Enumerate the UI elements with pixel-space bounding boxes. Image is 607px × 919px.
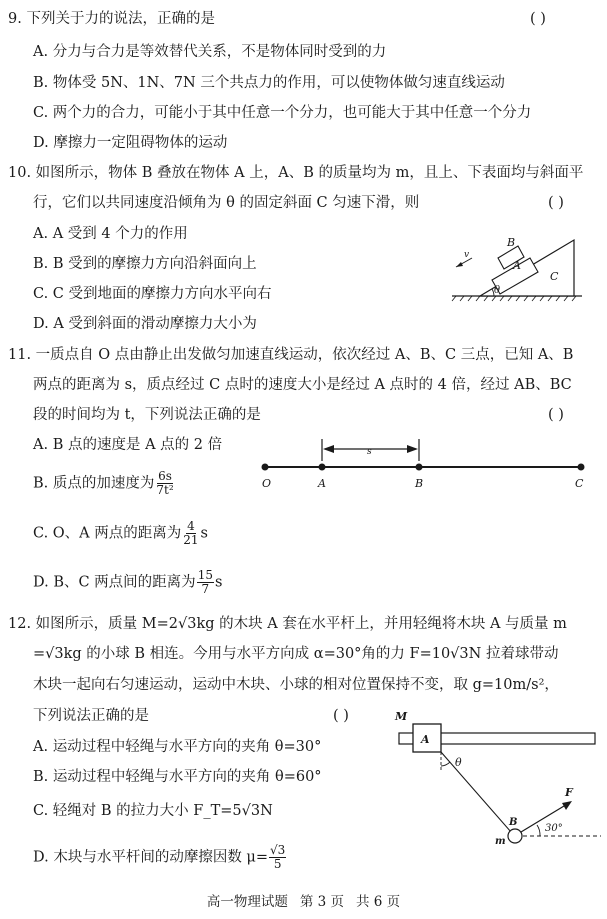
fraction-denominator: 7 [201,582,210,596]
q9-option-a: A. 分力与合力是等效替代关系，不是物体同时受到的力 [33,44,387,60]
q11-option-b-fraction [155,470,174,497]
q11-option-c-fraction [182,520,199,547]
q11-label-b: B [415,477,424,490]
q12-answer-paren: ( ) [333,708,349,724]
fraction-numerator: 4 [187,519,195,533]
q12-label-theta: θ [455,756,462,769]
q11-option-d-text: D. B、C 两点间的距离为 [33,574,196,591]
page-footer [0,893,607,911]
q11-label-o: O [262,477,272,490]
q12-rod-figure [395,708,605,852]
q12-option-d-fraction [269,844,286,871]
q11-label-c: C [575,477,584,490]
fraction-denominator: 5 [273,857,282,871]
q10-stem-line1: 10. 如图所示，物体 B 叠放在物体 A 上，A、B 的质量均为 m，且上、下表面均与斜面平 [8,165,584,181]
q11-option-c [33,520,208,547]
q10-option-d: D. A 受到斜面的滑动摩擦力大小为 [33,316,257,332]
q12-option-c: C. 轻绳对 B 的拉力大小 F_T=5√3N [33,803,273,819]
q11-stem-line1: 11. 一质点自 O 点由静止出发做匀加速直线运动，依次经过 A、B、C 三点，已知 A、B [8,347,574,363]
q12-stem-line3: 木块一起向右匀速运动，运动中木块、小球的相对位置保持不变，取 g=10m/s²， [33,677,559,693]
q10-option-c: C. C 受到地面的摩擦力方向水平向右 [33,286,272,302]
q12-label-m-big: M [395,710,408,723]
q10-label-b: B [507,236,516,249]
q11-line-figure [255,433,595,497]
q11-option-c-text: C. O、A 两点的距离为 [33,525,182,542]
q10-incline-figure [450,224,590,308]
q9-answer-paren: ( ) [530,11,546,27]
q9-option-d: D. 摩擦力一定阻碍物体的运动 [33,135,228,151]
q9-option-c: C. 两个力的合力，可能小于其中任意一个分力，也可能大于其中任意一个分力 [33,105,532,121]
q11-option-c-unit: s [200,525,208,542]
q12-label-angle: 30° [545,823,563,834]
q11-option-d-unit: s [214,574,223,591]
q11-answer-paren: ( ) [548,407,564,423]
q12-stem-line4: 下列说法正确的是 [33,708,149,724]
q9-option-b: B. 物体受 5N、1N、7N 三个共点力的作用，可以使物体做匀速直线运动 [33,75,505,91]
q11-label-a: A [318,477,326,490]
q10-label-theta: θ [494,285,501,296]
q11-option-b-text: B. 质点的加速度为 [33,475,155,492]
fraction-numerator: 6s [158,469,172,483]
q12-stem-line2: =√3kg 的小球 B 相连。今用与水平方向成 α=30°角的力 F=10√3N 拉着球带动 [33,646,559,662]
q11-label-s: s [367,447,372,457]
q11-option-a: A. B 点的速度是 A 点的 2 倍 [33,437,223,453]
q10-option-a: A. A 受到 4 个力的作用 [33,226,188,242]
q12-option-d-text: D. 木块与水平杆间的动摩擦因数 μ= [33,849,269,866]
q12-option-a: A. 运动过程中轻绳与水平方向的夹角 θ=30° [33,739,322,755]
q10-label-a: A [513,259,521,272]
fraction-numerator: 15 [197,568,213,582]
q11-option-d [33,569,222,596]
q12-label-b: B [509,817,518,828]
q12-option-b: B. 运动过程中轻绳与水平方向的夹角 θ=60° [33,769,322,785]
footer-subject: 高一物理试题 [206,894,288,910]
q11-option-b [33,470,176,497]
q12-stem-line1: 12. 如图所示，质量 M=2√3kg 的木块 A 套在水平杆上，并用轻绳将木块 A 与质量 m [8,616,567,632]
fraction-denominator: 7t² [156,483,174,497]
q11-stem-line3: 段的时间均为 t，下列说法正确的是 [33,407,261,423]
fraction-denominator: 21 [183,533,199,547]
q11-option-d-fraction [197,569,214,596]
q11-stem-line2: 两点的距离为 s，质点经过 C 点时的速度大小是经过 A 点时的 4 倍，经过 AB、BC [33,377,572,393]
q12-label-a: A [421,733,430,746]
footer-total-pages: 共 6 页 [356,894,401,910]
q9-stem: 9. 下列关于力的说法，正确的是 [8,11,215,27]
fraction-numerator: √3 [270,843,286,857]
q10-answer-paren: ( ) [548,195,564,211]
q10-stem-line2: 行，它们以共同速度沿倾角为 θ 的固定斜面 C 匀速下滑，则 [33,195,420,211]
q12-option-d [33,844,287,871]
footer-page-number: 第 3 页 [299,894,344,910]
q10-label-v: v [464,250,470,260]
q12-label-m-small: m [495,836,506,847]
q10-label-c: C [550,270,559,283]
q10-option-b: B. B 受到的摩擦力方向沿斜面向上 [33,256,257,272]
q12-label-f: F [565,786,573,799]
